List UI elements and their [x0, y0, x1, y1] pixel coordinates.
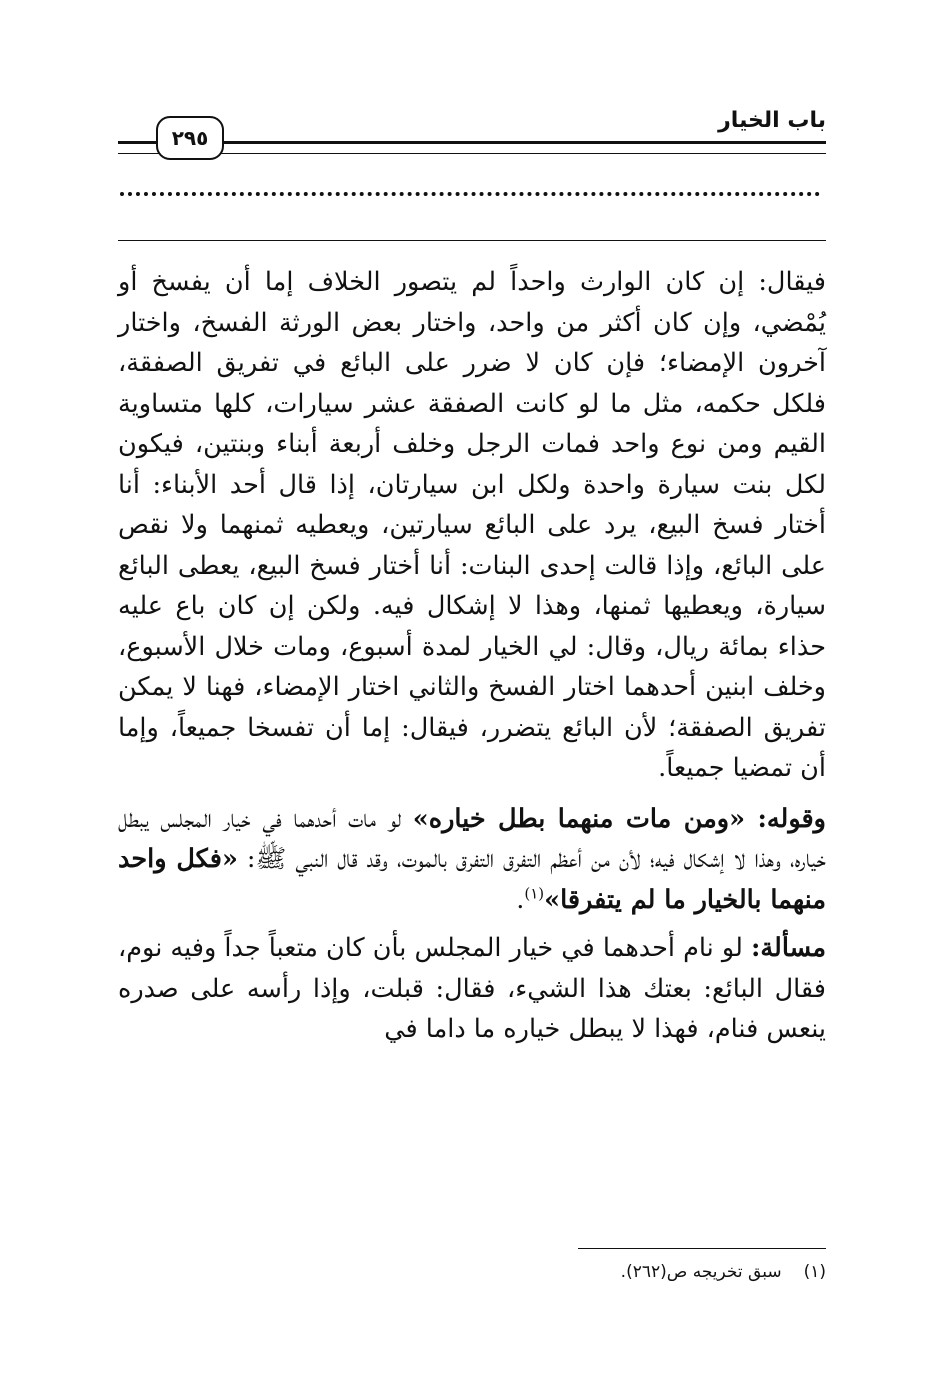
dotted-separator: [120, 192, 820, 196]
quoted-matn: وقوله: «ومن مات منهما بطل خياره»: [412, 803, 826, 834]
paragraph-1: فيقال: إن كان الوارث واحداً لم يتصور الخلاف إما أن يفسخ أو يُمْضي، وإن كان أكثر من واحد، واختار بعض الورثة الفسخ، واختار آخرون الإمضاء؛ فإن كان لا ضرر على البائع في تفريق الصفقة، فلكل حكمه، مثل ما لو كانت الصفقة عشر سيارات، كلها متساوية القيم ومن نوع واحد فمات الرجل وخلف أربعة أبناء وبنتين، فيكون لكل بنت سيارة واحدة ولكل ابن سيارتان، إذا قال أحد الأبناء: أنا أختار فسخ البيع، يرد على البائع سيارتين، ويعطيه ثمنهما ولا نقص على البائع، وإذا قالت إحدى البنات: أنا أختار فسخ البيع، يعطى البائع سيارة، ويعطيها ثمنها، وهذا لا إشكال فيه. ولكن إن كان باع عليه حذاء بمائة ريال، وقال: لي الخيار لمدة أسبوع، ومات خلال الأسبوع، وخلف ابنين أحدهما اختار الفسخ والثاني اختار الإمضاء، فهنا لا يمكن تفريق الصفقة؛ لأن البائع يتضرر، فيقال: إما أن تفسخا جميعاً، وإما أن تمضيا جميعاً.: [118, 267, 826, 783]
chapter-title: باب الخيار: [718, 108, 826, 133]
header-double-rule: [118, 141, 826, 154]
footnote-text: سبق تخريجه ص(٢٦٢).: [620, 1262, 782, 1282]
page-number: [156, 116, 224, 160]
footnote-number: (١): [803, 1262, 826, 1282]
page-number-text: ٢٩٥: [171, 126, 209, 150]
text-top-rule: [118, 240, 826, 241]
issue-label: مسألة:: [750, 933, 826, 963]
footnote-rule: [578, 1248, 826, 1249]
hadith-quote: «فكل واحد منهما بالخيار ما لم يتفرقا»: [118, 844, 826, 915]
paragraph-2: [118, 799, 826, 921]
footnote-reference: (١): [524, 884, 545, 902]
footnote: [621, 1262, 826, 1282]
paragraph-2-text: لو مات أحدهما في خيار المجلس يبطل خياره، وهذا لا إشكال فيه؛ لأن من أعظم التفرق التفرق بالموت، وقد قال النبي ﷺ:: [118, 803, 827, 874]
paragraph-2-end: .: [516, 884, 525, 915]
paragraph-3-text: لو نام أحدهما في خيار المجلس بأن كان متعباً جداً وفيه نوم، فقال البائع: بعتك هذا الشيء، فقال: قبلت، وإذا رأسه على صدره ينعس فنام، فهذا لا يبطل خياره ما داما في: [118, 933, 826, 1044]
paragraph-3: [118, 928, 826, 1050]
main-text: [118, 262, 826, 1060]
